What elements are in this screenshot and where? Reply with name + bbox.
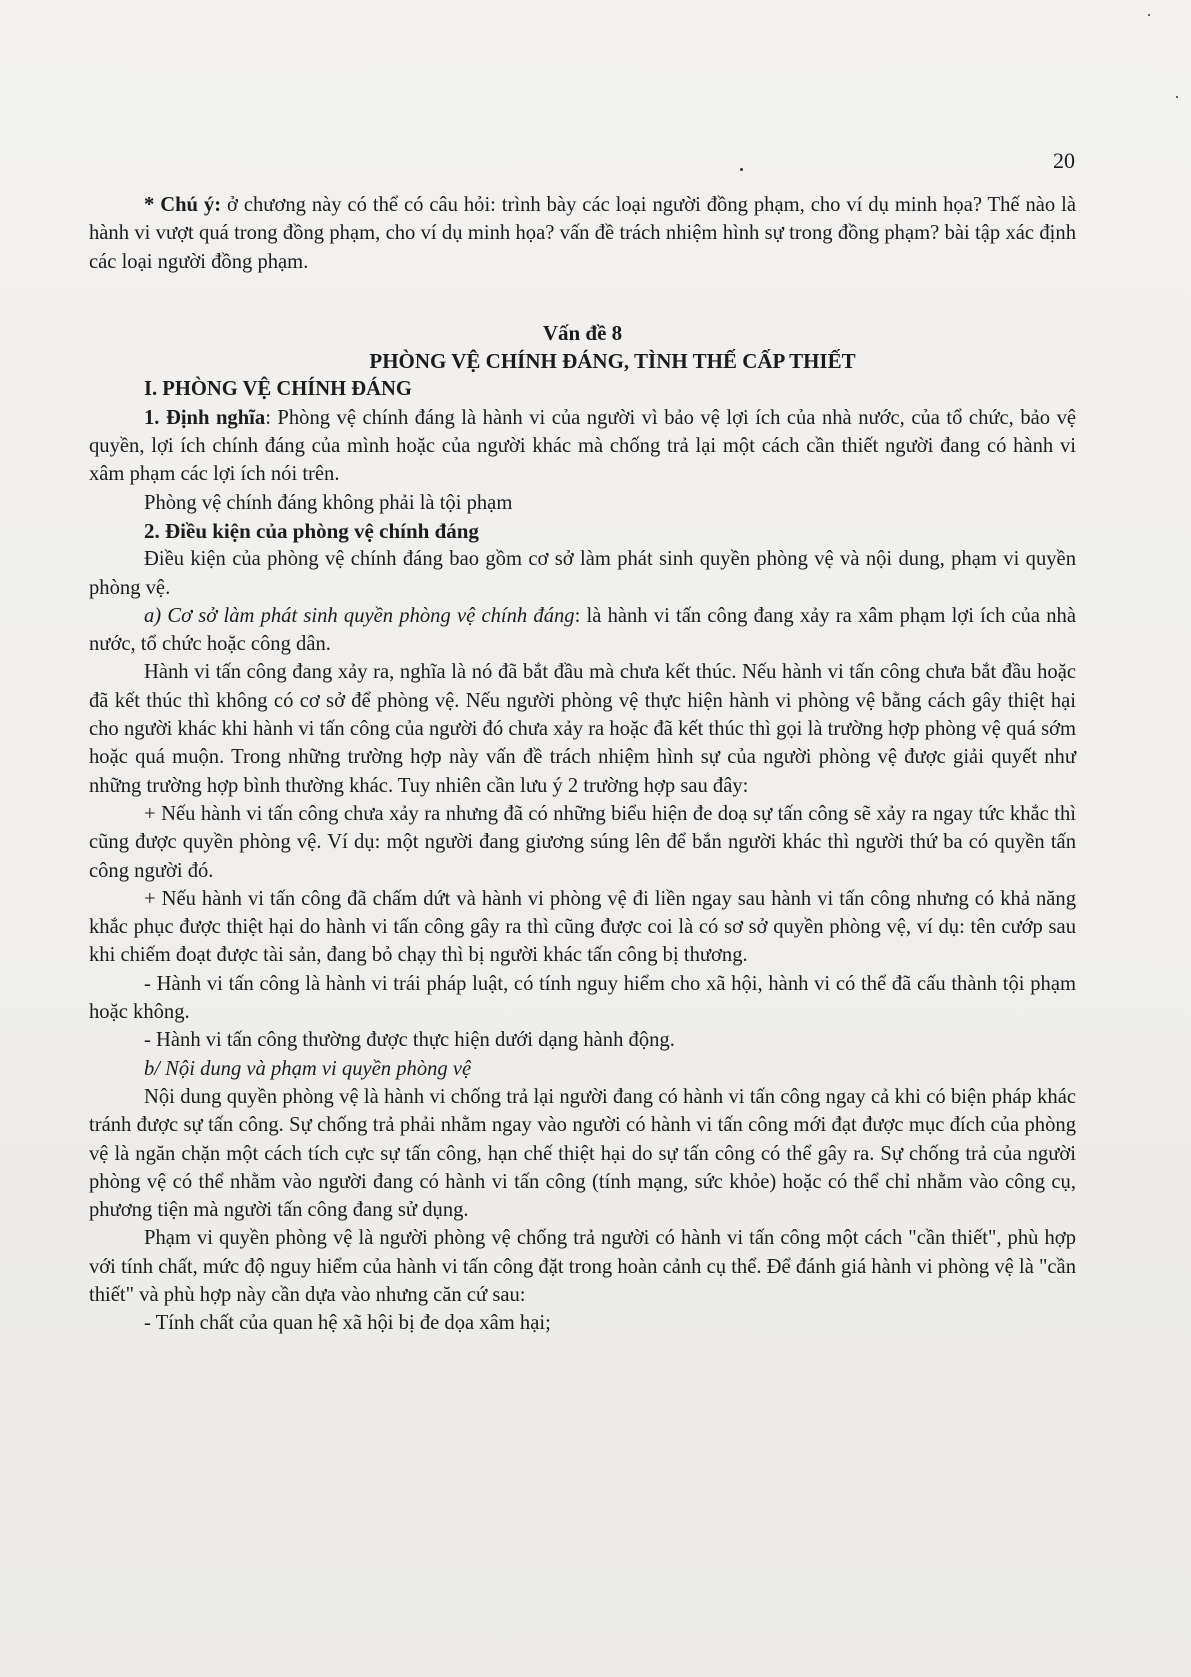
dash-1-paragraph: - Hành vi tấn công là hành vi trái pháp luật, có tính nguy hiểm cho xã hội, hành vi có thể đã cấu thành tội phạm hoặc không. [89,972,1076,1024]
definition-label: 1. Định nghĩa [144,406,266,429]
basis-text: : là hành vi tấn công đang xảy ra xâm phạm lợi ích của nhà nước, tổ chức hoặc công dân. [89,604,1076,656]
document-body [89,191,1076,1338]
dash-2-paragraph: - Hành vi tấn công thường được thực hiện dưới dạng hành động. [144,1029,675,1052]
dash-3-paragraph: - Tính chất của quan hệ xã hội bị đe dọa xâm hại; [144,1312,551,1335]
conditions-heading: 2. Điều kiện của phòng vệ chính đáng [144,518,479,543]
scope-heading: b/ Nội dung và phạm vi quyền phòng vệ [144,1057,472,1080]
scan-speck [1148,14,1150,16]
scan-speck [1176,96,1178,98]
note-label: * Chú ý: [144,194,222,216]
part-heading: I. PHÒNG VỆ CHÍNH ĐÁNG [144,378,412,401]
not-crime-paragraph: Phòng vệ chính đáng không phải là tội phạm [144,491,513,514]
note-text: ở chương này có thể có câu hỏi: trình bày các loại người đồng phạm, cho ví dụ minh họa? Thế nào là hành vi vượt quá trong đồng phạm, cho ví dụ minh họa? vấn đề trách nhiệm hình sự trong đồng phạm? bài tập xác định các loại người đồng phạm. [89,194,1077,273]
basis-paragraph [89,602,1076,659]
note-paragraph [89,191,1076,276]
section-label: Vấn đề 8 [542,320,623,345]
case-1-paragraph: + Nếu hành vi tấn công chưa xảy ra nhưng đã có những biểu hiện đe doạ sự tấn công sẽ xảy ra ngay tức khắc thì cũng được quyền phòng vệ. Ví dụ: một người đang giương súng lên để bắn người khác thì người thứ ba có quyền tấn công người đó. [89,802,1076,882]
page-number: 20 [1053,148,1075,173]
scan-speck [740,168,743,171]
section-title: PHÒNG VỆ CHÍNH ĐÁNG, TÌNH THẾ CẤP THIẾT [369,349,856,374]
scope-range-paragraph: Phạm vi quyền phòng vệ là người phòng vệ chống trả người có hành vi tấn công một cách "cần thiết", phù hợp với tính chất, mức độ nguy hiểm của hành vi tấn công đặt trong hoàn cảnh cụ thể. Để đánh giá hành vi phòng vệ là "cần thiết" và phù hợp này cần dựa vào nhưng căn cứ sau: [89,1227,1076,1306]
scope-content-paragraph: Nội dung quyền phòng vệ là hành vi chống trả lại người đang có hành vi tấn công ngay cả khi có biện pháp khác tránh được sự tấn công. Sự chống trả phải nhằm ngay vào người có hành vi tấn công mới đạt được mục đích của phòng vệ là ngăn chặn một cách tích cực sự tấn công, hạn chế thiệt hại do sự tấn công có thể gây ra. Sự chống trả của người phòng vệ có thể nhằm vào người đang có hành vi tấn công (tính mạng, sức khỏe) hoặc có thể chỉ nhằm vào công cụ, phương tiện mà người tấn công đang sử dụng. [89,1085,1076,1222]
attack-ongoing-paragraph: Hành vi tấn công đang xảy ra, nghĩa là nó đã bắt đầu mà chưa kết thúc. Nếu hành vi tấn công chưa bắt đầu hoặc đã kết thúc thì không có cơ sở để phòng vệ. Nếu người phòng vệ thực hiện hành vi phòng vệ bằng cách gây thiệt hại cho người khác khi hành vi tấn công của người đó chưa xảy ra hoặc đã kết thúc thì gọi là trường hợp phòng vệ quá sớm hoặc quá muộn. Trong những trường hợp này vấn đề trách nhiệm hình sự của người phòng vệ được giải quyết như những trường hợp bình thường khác. Tuy nhiên cần lưu ý 2 trường hợp sau đây: [89,661,1076,797]
definition-paragraph [89,404,1076,489]
basis-label: a) Cơ sở làm phát sinh quyền phòng vệ chính đáng [144,604,575,627]
definition-text: : Phòng vệ chính đáng là hành vi của người vì bảo vệ lợi ích của nhà nước, của tổ chức, bảo vệ quyền, lợi ích chính đáng của mình hoặc của người khác mà chống trả lại một cách cần thiết người đang có hành vi xâm phạm các lợi ích nói trên. [89,406,1077,486]
case-2-paragraph: + Nếu hành vi tấn công đã chấm dứt và hành vi phòng vệ đi liền ngay sau hành vi tấn công nhưng có khả năng khắc phục được thiệt hại do hành vi tấn công gây ra thì cũng được coi là có sơ sở quyền phòng vệ, ví dụ: tên cướp sau khi chiếm đoạt được tài sản, đang bỏ chạy thì bị người khác tấn công bị thương. [89,887,1076,967]
conditions-intro: Điều kiện của phòng vệ chính đáng bao gồm cơ sở làm phát sinh quyền phòng vệ và nội dung, phạm vi quyền phòng vệ. [89,548,1076,599]
